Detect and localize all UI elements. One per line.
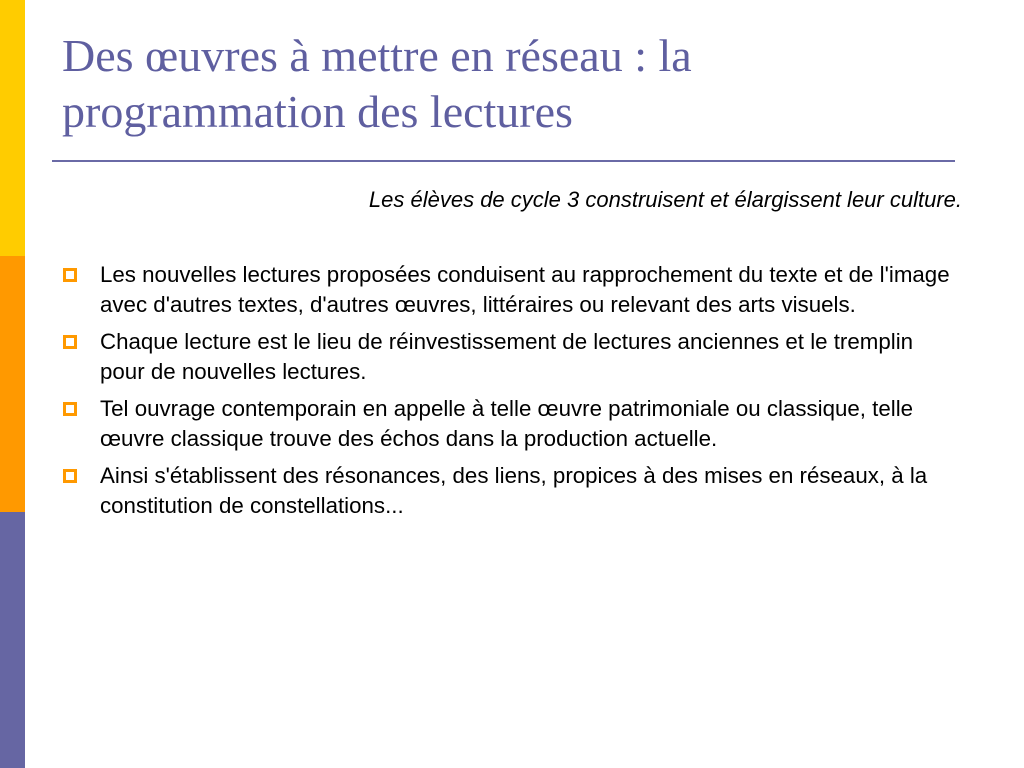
side-bar-yellow-segment — [0, 0, 25, 256]
bullet-text: Chaque lecture est le lieu de réinvestissement de lectures anciennes et le tremplin pour de nouvelles lectures. — [100, 329, 914, 384]
side-bar-purple-segment — [0, 512, 25, 768]
slide-subtitle: Les élèves de cycle 3 construisent et élargissent leur culture. — [368, 187, 962, 212]
bullet-item — [62, 260, 962, 320]
side-bar-orange-segment — [0, 256, 25, 512]
bullet-text: Les nouvelles lectures proposées conduisent au rapprochement du texte et de l'image avec d'autres textes, d'autres œuvres, littéraires ou relevant des arts visuels. — [100, 262, 950, 317]
side-color-bar — [0, 0, 25, 768]
bullet-text: Tel ouvrage contemporain en appelle à telle œuvre patrimoniale ou classique, telle œuvre classique trouve des échos dans la production actuelle. — [100, 396, 914, 451]
bullet-text: Ainsi s'établissent des résonances, des liens, propices à des mises en réseaux, à la constitution de constellations... — [100, 463, 928, 518]
hollow-square-bullet-icon — [63, 335, 77, 349]
slide-title: Des œuvres à mettre en réseau : la programmation des lectures — [62, 30, 692, 137]
bullet-item — [62, 394, 962, 454]
bullet-item — [62, 461, 962, 521]
bullet-list — [62, 260, 962, 528]
hollow-square-bullet-icon — [63, 469, 77, 483]
hollow-square-bullet-icon — [63, 402, 77, 416]
title-underline — [52, 160, 955, 162]
bullet-item — [62, 327, 962, 387]
hollow-square-bullet-icon — [63, 268, 77, 282]
